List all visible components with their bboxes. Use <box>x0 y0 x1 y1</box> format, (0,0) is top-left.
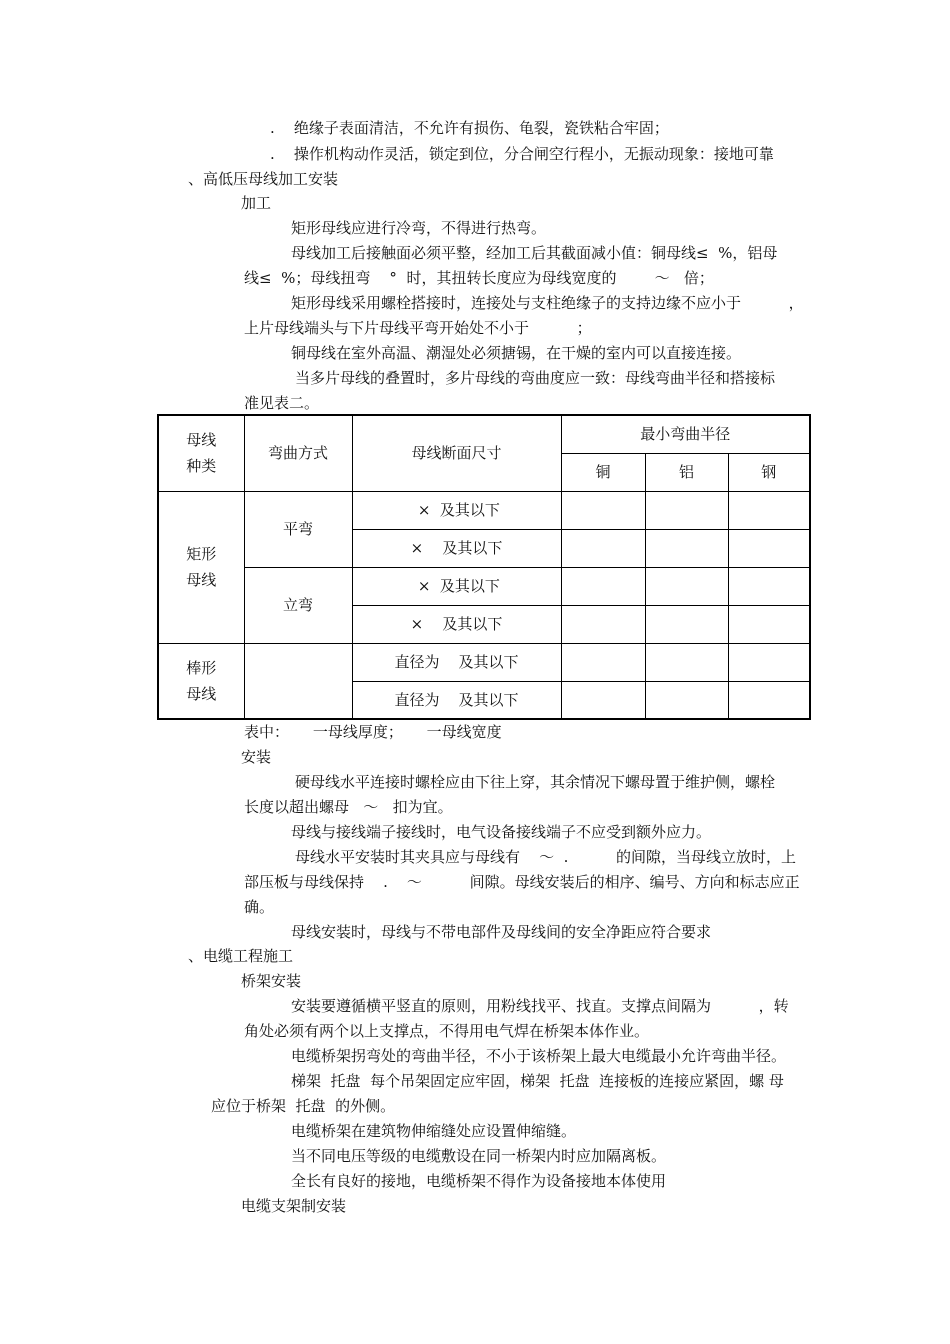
cell-empty <box>561 567 645 605</box>
cell-empty <box>645 643 728 681</box>
text-line: 硬母线水平连接时螺栓应由下往上穿，其余情况下螺母置于维护侧，螺栓 <box>295 773 776 791</box>
cell-empty <box>728 567 810 605</box>
text-line: . 绝缘子表面清洁，不允许有损伤、龟裂，瓷铁粘合牢固； <box>270 119 669 137</box>
text-line: 角处必须有两个以上支撑点，不得用电气焊在桥架本体作业。 <box>244 1022 650 1040</box>
text-line: 当多片母线的叠置时，多片母线的弯曲度应一致：母线弯曲半径和搭接标 <box>295 369 776 387</box>
text-line: 应位于桥架 托盘 的外侧。 <box>211 1097 396 1115</box>
section-heading: 、电缆工程施工 <box>188 947 294 965</box>
header-copper: 铜 <box>561 453 645 491</box>
cell-vertical-bend: 立弯 <box>244 567 352 643</box>
header-section-size: 母线断面尺寸 <box>352 415 561 491</box>
text-line: 确。 <box>244 898 275 916</box>
cell-empty <box>561 529 645 567</box>
subsection-heading: 加工 <box>241 194 272 212</box>
header-bend-method: 弯曲方式 <box>244 415 352 491</box>
cell-empty <box>244 643 352 719</box>
cell-size: × 及其以下 <box>352 491 561 529</box>
cell-rect-busbar: 矩形 母线 <box>158 491 244 643</box>
cell-size: 直径为 及其以下 <box>352 643 561 681</box>
bending-radius-table <box>157 414 811 720</box>
text-line: 母线与接线端子接线时，电气设备接线端子不应受到额外应力。 <box>291 823 712 841</box>
cell-size: × 及其以下 <box>352 605 561 643</box>
cell-size: × 及其以下 <box>352 567 561 605</box>
text-line: 长度以超出螺母 ～ 扣为宜。 <box>244 798 453 816</box>
cell-empty <box>728 491 810 529</box>
cell-flat-bend: 平弯 <box>244 491 352 567</box>
text-line: 矩形母线采用螺栓搭接时，连接处与支柱绝缘子的支持边缘不应小于 ， <box>291 294 804 312</box>
cell-empty <box>645 529 728 567</box>
cell-size: 直径为 及其以下 <box>352 681 561 719</box>
section-heading: 、高低压母线加工安装 <box>188 170 339 188</box>
cell-empty <box>728 529 810 567</box>
cell-rod-busbar: 棒形 母线 <box>158 643 244 719</box>
cell-empty <box>728 643 810 681</box>
subsection-heading: 安装 <box>241 748 272 766</box>
text-line: 线≤ %；母线扭弯 ° 时，其扭转长度应为母线宽度的 ～ 倍； <box>244 269 714 287</box>
header-min-radius: 最小弯曲半径 <box>561 415 810 453</box>
text-line: 上片母线端头与下片母线平弯开始处不小于 ； <box>244 319 592 337</box>
cell-empty <box>645 681 728 719</box>
cell-empty <box>645 605 728 643</box>
cell-empty <box>728 605 810 643</box>
header-busbar-type: 母线 种类 <box>158 415 244 491</box>
text-line: 安装要遵循横平竖直的原则，用粉线找平、找直。支撑点间隔为 ，转 <box>291 997 789 1015</box>
text-line: 母线水平安装时其夹具应与母线有 ～ . 的间隙，当母线立放时，上 <box>295 848 797 866</box>
cell-empty <box>561 681 645 719</box>
text-line: 铜母线在室外高温、潮湿处必须搪锡，在干燥的室内可以直接连接。 <box>291 344 742 362</box>
subsection-heading: 桥架安装 <box>241 972 302 990</box>
text-line: 全长有良好的接地，电缆桥架不得作为设备接地本体使用 <box>291 1172 667 1190</box>
text-line: 当不同电压等级的电缆敷设在同一桥架内时应加隔离板。 <box>291 1147 667 1165</box>
cell-empty <box>561 605 645 643</box>
text-line: 梯架 托盘 每个吊架固定应牢固，梯架 托盘 连接板的连接应紧固，螺 母 <box>291 1072 784 1090</box>
text-line: 电缆桥架在建筑物伸缩缝处应设置伸缩缝。 <box>291 1122 577 1140</box>
text-line: 部压板与母线保持 . ～ 间隙。母线安装后的相序、编号、方向和标志应正 <box>244 873 800 891</box>
cell-size: × 及其以下 <box>352 529 561 567</box>
text-line: 准见表二。 <box>244 394 320 412</box>
cell-empty <box>728 681 810 719</box>
subsection-heading: 电缆支架制安装 <box>241 1197 347 1215</box>
header-steel: 钢 <box>728 453 810 491</box>
text-line: . 操作机构动作灵活，锁定到位，分合闸空行程小，无振动现象：接地可靠 <box>270 145 774 163</box>
text-line: 母线加工后接触面必须平整，经加工后其截面减小值：铜母线≤ %，铝母 <box>291 244 778 262</box>
header-aluminum: 铝 <box>645 453 728 491</box>
text-line: 母线安装时，母线与不带电部件及母线间的安全净距应符合要求 <box>291 923 712 941</box>
text-line: 电缆桥架拐弯处的弯曲半径，不小于该桥架上最大电缆最小允许弯曲半径。 <box>291 1047 787 1065</box>
table-note: 表中： 一母线厚度； 一母线宽度 <box>244 723 502 741</box>
text-line: 矩形母线应进行冷弯，不得进行热弯。 <box>291 219 547 237</box>
cell-empty <box>645 567 728 605</box>
cell-empty <box>645 491 728 529</box>
cell-empty <box>561 491 645 529</box>
cell-empty <box>561 643 645 681</box>
